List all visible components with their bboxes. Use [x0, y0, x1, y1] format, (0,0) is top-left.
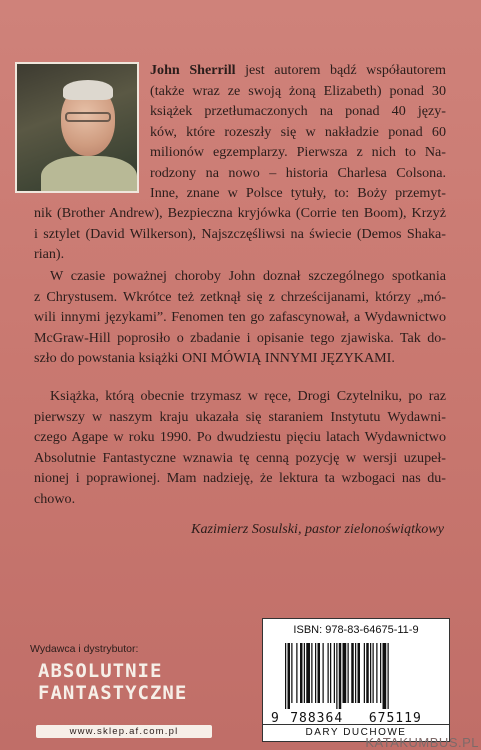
barcode-group-2: 675119	[368, 711, 422, 726]
bio-cont-line-1: nik (Brother Andrew), Bezpieczna kryjówka (Corrie ten Boom), Krzyż	[34, 205, 446, 221]
barcode-bar	[339, 643, 342, 709]
barcode-bar	[311, 643, 312, 703]
bio-cont-line-3: rian).	[34, 246, 65, 262]
bio-line-1: John Sherrill jest autorem bądź współautorem	[150, 62, 447, 78]
barcode-bar	[380, 643, 381, 703]
barcode-bar	[288, 643, 291, 709]
barcode-bar	[351, 643, 354, 703]
barcode-bar	[306, 643, 310, 703]
barcode-panel	[262, 618, 450, 742]
barcode-bar	[355, 643, 356, 703]
bio-line-4: ków, które rozeszły się w nakładzie ponad 60	[150, 123, 446, 140]
p2-line-1: W czasie poważnej choroby John doznał szczególnego spotkania	[50, 268, 446, 284]
p3-line-1: Książka, którą obecnie trzymasz w ręce, Drogi Czytelniku, po raz	[50, 388, 446, 404]
p2-line-2: z Chrystusem. Wkrótce też zetknął się z chrześcijanami, którzy „mó-	[34, 288, 446, 305]
barcode-bars	[285, 643, 435, 709]
barcode-bar	[285, 643, 286, 709]
p2-line-4: McGraw-Hill poprosiło o zbadanie i opisanie tego zjawiska. Tak do-	[34, 329, 446, 346]
barcode-bar	[296, 643, 297, 703]
paragraph-3	[34, 386, 446, 509]
barcode-bar	[383, 643, 387, 709]
bio-cont-line-2: i sztylet (David Wilkerson), Najszczęśliwsi na świecie (Demos Shaka-	[34, 225, 446, 242]
bio-line-7: Inne, znane w Polsce tytuły, to: Boży przemyt-	[150, 185, 446, 201]
p3-line-5: nionej i poprawionej. Mam nadzieję, że lektura ta wzbogaci nas du-	[34, 470, 446, 486]
bio-line-6: rodzony na nowo – historia Charlesa Colsona.	[150, 164, 446, 181]
author-bio-continued	[34, 203, 446, 265]
barcode-bar	[373, 643, 374, 703]
barcode-bar	[330, 643, 331, 703]
barcode-bar	[388, 643, 389, 709]
barcode-bar	[370, 643, 371, 703]
author-bio	[150, 60, 446, 204]
barcode-bar	[376, 643, 377, 703]
p3-line-4: Absolutnie Fantastyczne wznawia tę cenną pozycję w wersji uzupeł-	[34, 449, 446, 466]
publisher-website: www.sklep.af.com.pl	[36, 725, 212, 738]
barcode-bar	[300, 643, 303, 703]
p3-line-6: chowo.	[34, 490, 76, 507]
author-photo	[15, 62, 139, 193]
p2-line-3: wili innymi językami”. Fenomen ten go zafascynował, a Wydawnictwo	[34, 309, 446, 325]
paragraph-2	[34, 266, 446, 369]
publisher-logo	[30, 660, 212, 712]
barcode-bar	[304, 643, 305, 703]
bio-line-2: (także wraz ze swoją żoną Elizabeth) ponad 30	[150, 82, 446, 99]
barcode-bar	[343, 643, 347, 703]
barcode-bar	[358, 643, 361, 703]
p2-line-5: szło do powstania książki ONI MÓWIĄ INNYMI JĘZYKAMI.	[34, 350, 395, 366]
barcode-lead-digit: 9	[271, 711, 280, 726]
barcode-bar	[364, 643, 365, 703]
barcode-bar	[348, 643, 349, 703]
logo-line-2: FANTASTYCZNE	[38, 682, 188, 704]
barcode-bar	[336, 643, 337, 709]
isbn-label: ISBN: 978-83-64675-11-9	[293, 624, 419, 636]
barcode-bar	[334, 643, 335, 703]
signature: Kazimierz Sosulski, pastor zielonoświątkowy	[191, 521, 444, 537]
p3-line-3: czego Agape w roku 1990. Po dwudziestu pięciu latach Wydawnictwo	[34, 429, 446, 445]
barcode-bar	[328, 643, 329, 703]
logo-line-1: ABSOLUTNIE	[38, 660, 163, 682]
barcode-bar	[318, 643, 321, 703]
series-name: DARY DUCHOWE	[263, 724, 449, 741]
watermark: KATAKUMBUS.PL	[365, 735, 479, 750]
barcode-bar	[291, 643, 292, 703]
bio-line-3: książek przetłumaczonych na ponad 40 języ-	[150, 103, 446, 119]
publisher-label: Wydawca i dystrybutor:	[30, 643, 139, 655]
p3-line-2: pierwszy w naszym kraju ukazała się staraniem Instytutu Wydawni-	[34, 408, 446, 425]
barcode-bar	[366, 643, 369, 703]
barcode-bar	[323, 643, 324, 703]
bio-line-5: milionów egzemplarzy. Pierwsza z nich to Na-	[150, 144, 446, 160]
barcode-bar	[315, 643, 316, 703]
barcode-group-1: 788364	[290, 711, 344, 726]
